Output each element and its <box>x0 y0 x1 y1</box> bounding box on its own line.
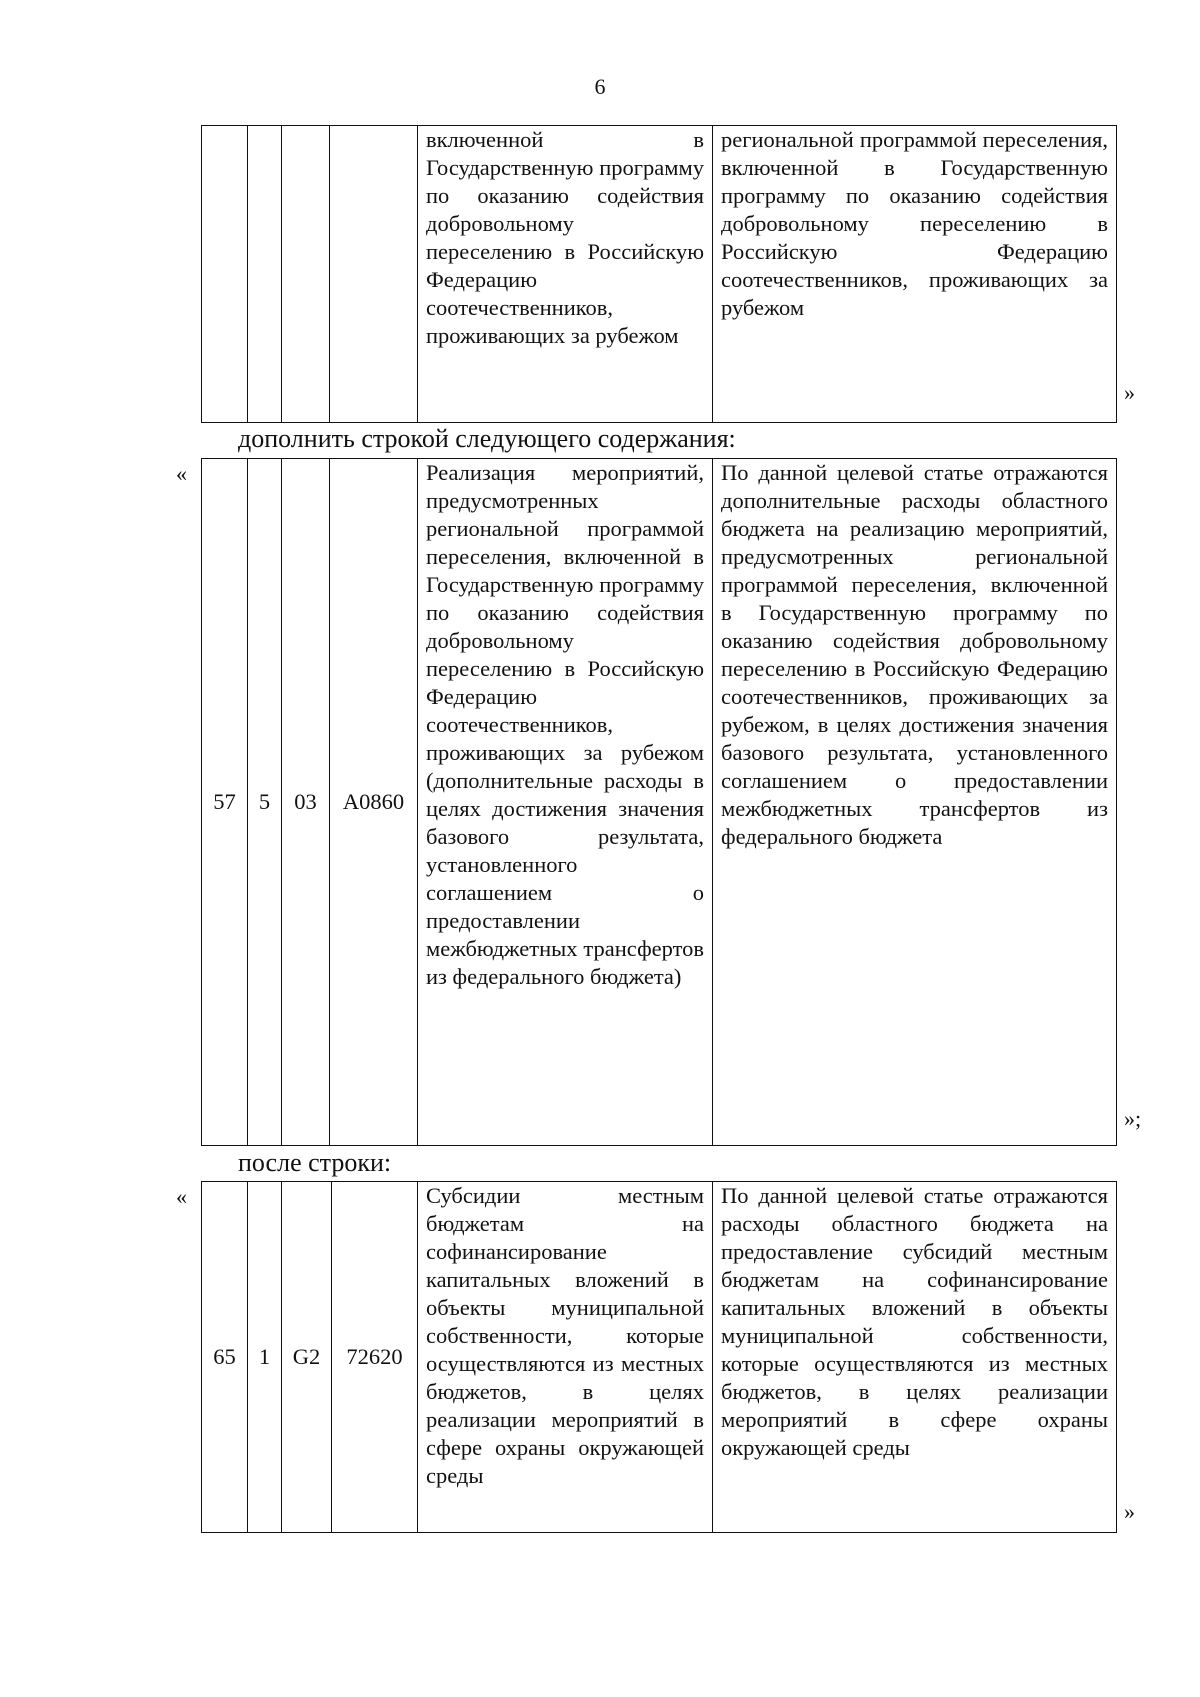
code-cell-1: 57 <box>202 459 248 1146</box>
explanation-text: региональной программой переселения, включенной в Государственную программу по оказанию содействия добровольному переселению в Российскую Федерацию соотечественников, проживающих за рубежом <box>721 127 1108 320</box>
code-cell-2: 1 <box>248 1182 282 1533</box>
code-cell-2: 5 <box>248 459 282 1146</box>
description-text: Реализация мероприятий, предусмотренных региональной программой переселения, включенной в Государственную программу по оказанию содействия добровольному переселению в Российскую Федерацию соотечественников, проживающих за рубежом (дополнительные расходы в целях достижения значения базового результата, установленного соглашением о предоставлении межбюджетных трансфертов из федерального бюджета) <box>426 460 704 989</box>
closing-quote: » <box>1124 380 1135 405</box>
code-cell-2 <box>248 126 282 423</box>
table-continued-row <box>201 125 1117 423</box>
code-cell-3: G2 <box>282 1182 332 1533</box>
description-cell <box>418 1182 713 1533</box>
explanation-cell <box>713 1182 1117 1533</box>
table-row <box>202 459 1117 1146</box>
explanation-cell <box>713 459 1117 1146</box>
closing-quote: »; <box>1124 1106 1142 1131</box>
table-row <box>202 126 1117 423</box>
code-cell-1 <box>202 126 248 423</box>
code-cell-3 <box>282 126 330 423</box>
instruction-text: после строки: <box>238 1148 392 1177</box>
description-text: включенной в Государственную программу по оказанию содействия добровольному переселению в Российскую Федерацию соотечественников, проживающих за рубежом <box>426 127 704 348</box>
page-number: 6 <box>594 74 606 99</box>
code-cell-4: А0860 <box>330 459 418 1146</box>
explanation-text: По данной целевой статье отражаются дополнительные расходы областного бюджета на реализацию мероприятий, предусмотренных региональной программой переселения, включенной в Государственную программу по оказанию содействия добровольному переселению в Российскую Федерацию соотечественников, проживающих за рубежом, в целях достижения значения базового результата, установленного соглашением о предоставлении межбюджетных трансфертов из федерального бюджета <box>721 460 1108 849</box>
opening-quote: « <box>176 1184 187 1209</box>
code-cell-1: 65 <box>202 1182 248 1533</box>
table-row <box>202 1182 1117 1533</box>
description-cell <box>418 459 713 1146</box>
description-text: Субсидии местным бюджетам на софинансирование капитальных вложений в объекты муниципальной собственности, которые осуществляются из местных бюджетов, в целях реализации мероприятий в сфере охраны окружающей среды <box>426 1183 704 1488</box>
table-new-row <box>201 458 1117 1146</box>
opening-quote: « <box>176 461 187 486</box>
explanation-cell <box>713 126 1117 423</box>
explanation-text: По данной целевой статье отражаются расходы областного бюджета на предоставление субсидий местным бюджетам на софинансирование капитальных вложений в объекты муниципальной собственности, которые осуществляются из местных бюджетов, в целях реализации мероприятий в сфере охраны окружающей среды <box>721 1183 1108 1460</box>
closing-quote: » <box>1124 1499 1135 1524</box>
description-cell <box>418 126 713 423</box>
code-cell-4 <box>330 126 418 423</box>
table-reference-row <box>201 1181 1117 1533</box>
code-cell-4: 72620 <box>332 1182 418 1533</box>
instruction-text: дополнить строкой следующего содержания: <box>238 424 736 453</box>
code-cell-3: 03 <box>282 459 330 1146</box>
